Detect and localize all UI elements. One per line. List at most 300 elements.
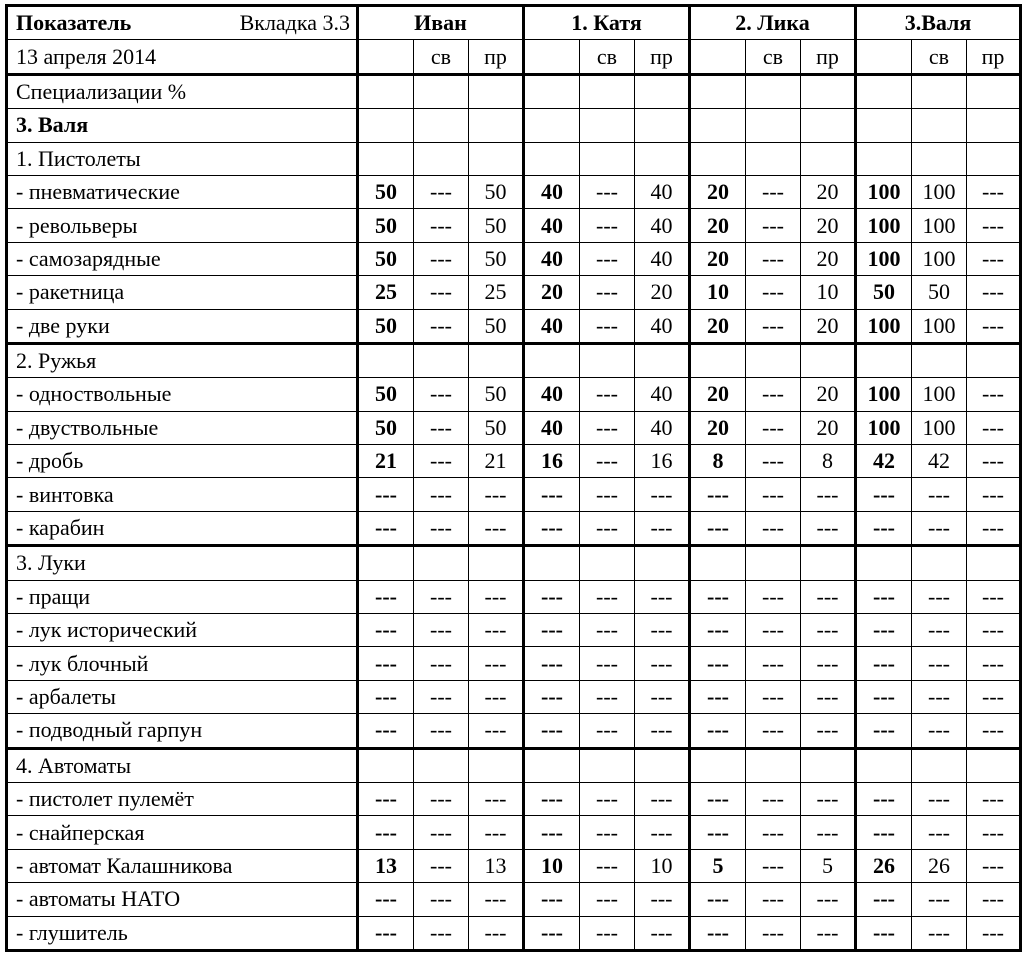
value-cell-sv	[414, 74, 469, 108]
value-cell-main: 20	[690, 378, 746, 411]
value-cell-pr: ---	[635, 916, 690, 950]
sub-header-main	[690, 40, 746, 74]
value-cell-main	[690, 343, 746, 377]
value-cell-pr: 8	[801, 445, 856, 478]
row-label: - револьверы	[7, 209, 358, 242]
value-cell-main: ---	[856, 782, 912, 815]
value-cell-sv: ---	[414, 276, 469, 309]
value-cell-pr: ---	[967, 411, 1021, 444]
value-cell-main: 50	[358, 175, 414, 208]
value-cell-pr: ---	[967, 511, 1021, 545]
row-label: - дробь	[7, 445, 358, 478]
value-cell-pr: ---	[469, 614, 524, 647]
sub-header-pr: пр	[801, 40, 856, 74]
value-cell-pr: 25	[469, 276, 524, 309]
row-label: - арбалеты	[7, 680, 358, 713]
value-cell-main: 25	[358, 276, 414, 309]
value-cell-main: ---	[358, 883, 414, 916]
value-cell-main: ---	[358, 916, 414, 950]
value-cell-pr	[967, 74, 1021, 108]
value-cell-main	[856, 74, 912, 108]
value-cell-main: ---	[358, 680, 414, 713]
table-row	[7, 309, 1021, 343]
value-cell-pr: ---	[967, 276, 1021, 309]
row-label: - лук исторический	[7, 614, 358, 647]
value-cell-main	[358, 546, 414, 580]
value-cell-sv: ---	[912, 580, 967, 613]
value-cell-pr: 10	[635, 849, 690, 882]
table-row	[7, 276, 1021, 309]
row-label: 3. Луки	[7, 546, 358, 580]
value-cell-sv: ---	[580, 849, 635, 882]
value-cell-main: 50	[358, 242, 414, 275]
row-label: - винтовка	[7, 478, 358, 511]
value-cell-sv: ---	[912, 714, 967, 748]
value-cell-pr	[801, 343, 856, 377]
value-cell-pr: ---	[967, 680, 1021, 713]
value-cell-main	[690, 748, 746, 782]
value-cell-pr	[469, 546, 524, 580]
value-cell-pr: ---	[469, 714, 524, 748]
value-cell-pr: 50	[469, 175, 524, 208]
value-cell-sv: ---	[746, 242, 801, 275]
value-cell-pr: ---	[801, 883, 856, 916]
value-cell-main: 20	[690, 209, 746, 242]
value-cell-sv	[414, 546, 469, 580]
value-cell-pr: ---	[635, 782, 690, 815]
value-cell-main: ---	[856, 647, 912, 680]
value-cell-sv: ---	[580, 782, 635, 815]
value-cell-sv: ---	[580, 714, 635, 748]
value-cell-main: ---	[690, 478, 746, 511]
table-row	[7, 511, 1021, 545]
value-cell-sv	[580, 748, 635, 782]
value-cell-pr: 40	[635, 378, 690, 411]
value-cell-sv	[746, 74, 801, 108]
sub-header-sv: св	[912, 40, 967, 74]
value-cell-pr	[469, 748, 524, 782]
value-cell-sv: ---	[746, 445, 801, 478]
value-cell-main	[856, 748, 912, 782]
group-header-valya: 3.Валя	[856, 6, 1021, 40]
value-cell-main	[856, 343, 912, 377]
value-cell-main: 50	[358, 378, 414, 411]
value-cell-sv: ---	[580, 614, 635, 647]
value-cell-sv	[414, 109, 469, 142]
value-cell-main: 100	[856, 378, 912, 411]
value-cell-sv: ---	[746, 614, 801, 647]
value-cell-main: ---	[690, 883, 746, 916]
value-cell-sv: ---	[414, 445, 469, 478]
value-cell-main: 5	[690, 849, 746, 882]
value-cell-pr: 16	[635, 445, 690, 478]
value-cell-sv	[414, 748, 469, 782]
value-cell-pr: 50	[469, 242, 524, 275]
value-cell-pr: ---	[967, 209, 1021, 242]
value-cell-sv: ---	[746, 580, 801, 613]
value-cell-main	[690, 546, 746, 580]
value-cell-pr: 40	[635, 242, 690, 275]
value-cell-main: 100	[856, 411, 912, 444]
value-cell-main: ---	[524, 680, 580, 713]
value-cell-pr: ---	[967, 242, 1021, 275]
value-cell-pr: ---	[469, 680, 524, 713]
value-cell-pr: 20	[801, 209, 856, 242]
value-cell-pr: 20	[801, 309, 856, 343]
value-cell-sv: ---	[912, 916, 967, 950]
value-cell-sv	[912, 748, 967, 782]
value-cell-main	[524, 343, 580, 377]
value-cell-pr	[635, 748, 690, 782]
value-cell-sv: ---	[580, 647, 635, 680]
row-label: - карабин	[7, 511, 358, 545]
value-cell-main: 10	[524, 849, 580, 882]
value-cell-main: 50	[358, 309, 414, 343]
value-cell-pr: ---	[469, 478, 524, 511]
sub-header-main	[856, 40, 912, 74]
value-cell-sv	[912, 109, 967, 142]
row-label: - две руки	[7, 309, 358, 343]
value-cell-main: 20	[690, 411, 746, 444]
table-row	[7, 546, 1021, 580]
value-cell-sv: ---	[580, 478, 635, 511]
value-cell-pr: ---	[967, 478, 1021, 511]
value-cell-sv: ---	[746, 378, 801, 411]
value-cell-sv	[746, 142, 801, 175]
value-cell-main: 21	[358, 445, 414, 478]
row-label: - пистолет пулемёт	[7, 782, 358, 815]
row-label: - снайперская	[7, 816, 358, 849]
row-label: - ракетница	[7, 276, 358, 309]
table-row	[7, 209, 1021, 242]
value-cell-pr	[967, 142, 1021, 175]
value-cell-sv: ---	[746, 680, 801, 713]
value-cell-sv: ---	[746, 782, 801, 815]
value-cell-main: ---	[524, 883, 580, 916]
value-cell-main: ---	[690, 614, 746, 647]
value-cell-pr	[801, 142, 856, 175]
row-label: - глушитель	[7, 916, 358, 950]
value-cell-main: ---	[358, 714, 414, 748]
value-cell-sv: ---	[746, 309, 801, 343]
value-cell-sv: ---	[912, 883, 967, 916]
value-cell-main	[690, 109, 746, 142]
value-cell-sv: ---	[912, 478, 967, 511]
value-cell-sv: 42	[912, 445, 967, 478]
table-row	[7, 647, 1021, 680]
value-cell-pr	[635, 142, 690, 175]
value-cell-pr: 50	[469, 378, 524, 411]
value-cell-sv: ---	[912, 680, 967, 713]
value-cell-pr: ---	[967, 816, 1021, 849]
value-cell-main: 50	[358, 411, 414, 444]
row-label: - автомат Калашникова	[7, 849, 358, 882]
value-cell-sv: ---	[746, 209, 801, 242]
table-row	[7, 714, 1021, 748]
value-cell-pr: ---	[469, 816, 524, 849]
value-cell-main: ---	[856, 680, 912, 713]
value-cell-sv: ---	[414, 378, 469, 411]
value-cell-main: ---	[358, 816, 414, 849]
value-cell-pr: ---	[469, 511, 524, 545]
table-row	[7, 849, 1021, 882]
value-cell-main: 50	[358, 209, 414, 242]
value-cell-sv: 50	[912, 276, 967, 309]
value-cell-pr: 5	[801, 849, 856, 882]
value-cell-pr: 40	[635, 175, 690, 208]
value-cell-main: ---	[524, 916, 580, 950]
value-cell-main: 40	[524, 175, 580, 208]
value-cell-main	[358, 74, 414, 108]
value-cell-main: ---	[358, 782, 414, 815]
value-cell-pr: ---	[635, 883, 690, 916]
value-cell-pr: ---	[801, 614, 856, 647]
value-cell-pr	[967, 109, 1021, 142]
value-cell-pr: ---	[469, 782, 524, 815]
value-cell-sv: ---	[414, 816, 469, 849]
value-cell-pr: ---	[469, 580, 524, 613]
value-cell-sv: ---	[414, 242, 469, 275]
value-cell-sv: ---	[414, 647, 469, 680]
value-cell-sv: ---	[414, 478, 469, 511]
value-cell-sv: ---	[580, 378, 635, 411]
value-cell-pr: 40	[635, 309, 690, 343]
group-header-lika: 2. Лика	[690, 6, 856, 40]
value-cell-main: ---	[856, 916, 912, 950]
value-cell-sv: 100	[912, 175, 967, 208]
table-row	[7, 580, 1021, 613]
value-cell-main: ---	[690, 714, 746, 748]
table-row	[7, 614, 1021, 647]
value-cell-sv: ---	[414, 849, 469, 882]
value-cell-pr: ---	[801, 580, 856, 613]
value-cell-pr: 40	[635, 209, 690, 242]
value-cell-pr: ---	[967, 916, 1021, 950]
value-cell-sv: ---	[580, 276, 635, 309]
value-cell-pr	[801, 748, 856, 782]
value-cell-pr: 10	[801, 276, 856, 309]
value-cell-main	[856, 142, 912, 175]
value-cell-sv: ---	[912, 614, 967, 647]
value-cell-pr: ---	[967, 614, 1021, 647]
table-row	[7, 142, 1021, 175]
value-cell-sv: 100	[912, 242, 967, 275]
value-cell-pr: ---	[801, 782, 856, 815]
value-cell-main	[358, 109, 414, 142]
table-row	[7, 242, 1021, 275]
value-cell-sv: ---	[580, 680, 635, 713]
value-cell-pr	[635, 109, 690, 142]
value-cell-pr	[635, 343, 690, 377]
value-cell-sv: ---	[414, 916, 469, 950]
table-row	[7, 680, 1021, 713]
value-cell-pr	[635, 546, 690, 580]
value-cell-main: ---	[690, 647, 746, 680]
header-row-groups	[7, 6, 1021, 40]
value-cell-sv: ---	[746, 849, 801, 882]
sub-header-sv: св	[414, 40, 469, 74]
value-cell-main: ---	[856, 883, 912, 916]
value-cell-main: 13	[358, 849, 414, 882]
value-cell-sv: ---	[580, 309, 635, 343]
value-cell-sv: ---	[414, 411, 469, 444]
table-row	[7, 109, 1021, 142]
value-cell-pr: 20	[801, 411, 856, 444]
table-row	[7, 478, 1021, 511]
tab-label: Вкладка 3.3	[239, 10, 350, 36]
value-cell-sv: ---	[912, 782, 967, 815]
value-cell-sv: ---	[414, 309, 469, 343]
value-cell-main: ---	[524, 782, 580, 815]
value-cell-pr: 13	[469, 849, 524, 882]
sub-header-pr: пр	[967, 40, 1021, 74]
value-cell-sv: ---	[746, 916, 801, 950]
value-cell-sv: ---	[580, 883, 635, 916]
value-cell-sv: 100	[912, 209, 967, 242]
value-cell-main: 100	[856, 242, 912, 275]
value-cell-main: ---	[524, 478, 580, 511]
value-cell-sv	[746, 343, 801, 377]
value-cell-main: 40	[524, 378, 580, 411]
value-cell-main	[358, 142, 414, 175]
value-cell-main: 20	[690, 175, 746, 208]
value-cell-sv: ---	[912, 511, 967, 545]
value-cell-main: ---	[690, 511, 746, 545]
value-cell-main: ---	[690, 916, 746, 950]
value-cell-pr	[967, 748, 1021, 782]
value-cell-pr: 20	[635, 276, 690, 309]
row-label: Специализации %	[7, 74, 358, 108]
sub-header-sv: св	[580, 40, 635, 74]
value-cell-main: ---	[524, 714, 580, 748]
value-cell-pr	[469, 109, 524, 142]
value-cell-sv: ---	[746, 175, 801, 208]
value-cell-pr	[801, 546, 856, 580]
value-cell-pr: ---	[635, 580, 690, 613]
specialization-table	[5, 4, 1022, 952]
value-cell-sv: ---	[414, 614, 469, 647]
value-cell-main: 26	[856, 849, 912, 882]
value-cell-pr	[469, 343, 524, 377]
value-cell-main: 40	[524, 209, 580, 242]
value-cell-sv: ---	[746, 276, 801, 309]
sub-header-pr: пр	[635, 40, 690, 74]
value-cell-sv	[580, 109, 635, 142]
value-cell-main: 8	[690, 445, 746, 478]
row-label: - автоматы НАТО	[7, 883, 358, 916]
row-label: - одноствольные	[7, 378, 358, 411]
value-cell-main: ---	[856, 580, 912, 613]
table-row	[7, 411, 1021, 444]
value-cell-main	[524, 74, 580, 108]
row-label: 3. Валя	[7, 109, 358, 142]
sub-header-main	[358, 40, 414, 74]
value-cell-sv: ---	[414, 175, 469, 208]
value-cell-main: 100	[856, 309, 912, 343]
value-cell-pr: 20	[801, 378, 856, 411]
value-cell-main: 40	[524, 242, 580, 275]
value-cell-pr: ---	[967, 378, 1021, 411]
value-cell-main: ---	[690, 816, 746, 849]
value-cell-main: 50	[856, 276, 912, 309]
value-cell-pr: ---	[801, 478, 856, 511]
value-cell-pr: ---	[801, 680, 856, 713]
value-cell-sv: 100	[912, 378, 967, 411]
value-cell-pr: ---	[967, 782, 1021, 815]
value-cell-pr	[469, 142, 524, 175]
table-row	[7, 748, 1021, 782]
value-cell-main: ---	[856, 816, 912, 849]
value-cell-main: ---	[690, 580, 746, 613]
group-header-ivan: Иван	[358, 6, 524, 40]
value-cell-pr: ---	[635, 714, 690, 748]
value-cell-main: ---	[524, 816, 580, 849]
value-cell-pr: ---	[469, 647, 524, 680]
value-cell-sv: ---	[580, 916, 635, 950]
row-label: - пращи	[7, 580, 358, 613]
value-cell-main: 40	[524, 309, 580, 343]
value-cell-sv: ---	[414, 209, 469, 242]
value-cell-sv	[414, 343, 469, 377]
row-label: - лук блочный	[7, 647, 358, 680]
value-cell-pr: ---	[635, 647, 690, 680]
value-cell-main	[690, 142, 746, 175]
table-row	[7, 445, 1021, 478]
value-cell-pr: ---	[967, 175, 1021, 208]
table-row	[7, 378, 1021, 411]
value-cell-pr	[801, 74, 856, 108]
table-row	[7, 816, 1021, 849]
value-cell-pr: ---	[967, 580, 1021, 613]
value-cell-pr: ---	[635, 478, 690, 511]
value-cell-main	[524, 748, 580, 782]
header-row-sub	[7, 40, 1021, 74]
value-cell-pr: ---	[967, 714, 1021, 748]
value-cell-main: ---	[524, 647, 580, 680]
value-cell-sv	[746, 546, 801, 580]
value-cell-pr: ---	[635, 614, 690, 647]
value-cell-pr: ---	[967, 883, 1021, 916]
value-cell-pr: 21	[469, 445, 524, 478]
value-cell-sv: ---	[414, 714, 469, 748]
value-cell-main	[524, 109, 580, 142]
value-cell-sv: ---	[746, 816, 801, 849]
value-cell-sv	[746, 109, 801, 142]
value-cell-sv: ---	[746, 883, 801, 916]
group-header-katya: 1. Катя	[524, 6, 690, 40]
value-cell-sv: ---	[414, 782, 469, 815]
value-cell-pr: ---	[967, 849, 1021, 882]
value-cell-sv: ---	[414, 511, 469, 545]
table-row	[7, 916, 1021, 950]
value-cell-sv: ---	[912, 816, 967, 849]
value-cell-sv: ---	[912, 647, 967, 680]
value-cell-main: ---	[856, 478, 912, 511]
value-cell-pr: ---	[801, 714, 856, 748]
value-cell-pr	[469, 74, 524, 108]
value-cell-pr: 20	[801, 242, 856, 275]
row-label: - подводный гарпун	[7, 714, 358, 748]
value-cell-pr	[635, 74, 690, 108]
value-cell-sv: ---	[746, 511, 801, 545]
value-cell-main	[358, 343, 414, 377]
value-cell-main: ---	[856, 614, 912, 647]
row-label: 4. Автоматы	[7, 748, 358, 782]
value-cell-pr: 20	[801, 175, 856, 208]
value-cell-pr: ---	[635, 680, 690, 713]
value-cell-pr: ---	[967, 647, 1021, 680]
value-cell-main: ---	[358, 511, 414, 545]
